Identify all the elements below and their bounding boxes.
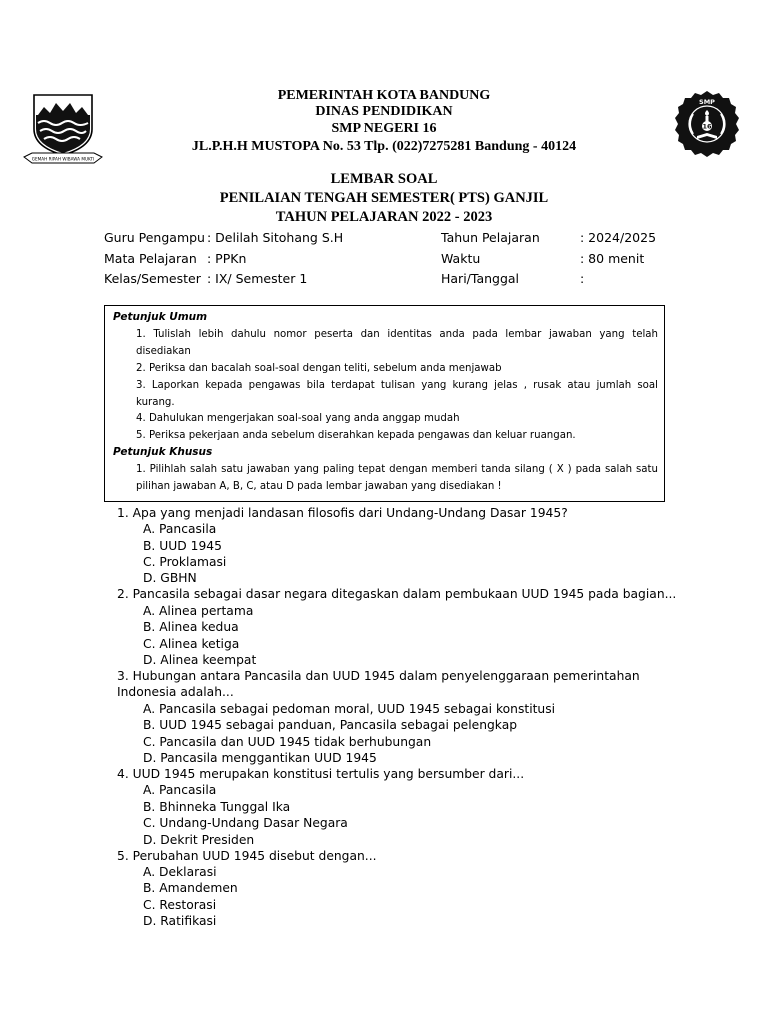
subject-label: Mata Pelajaran bbox=[104, 251, 197, 266]
general-instruction-5: 5. Periksa pekerjaan anda sebelum diserahkan kepada pengawas dan keluar ruangan. bbox=[136, 430, 576, 441]
specific-instructions-title: Petunjuk Khusus bbox=[113, 446, 213, 458]
question-4-option-a[interactable]: A. Pancasila bbox=[143, 783, 217, 797]
header-government: PEMERINTAH KOTA BANDUNG bbox=[277, 88, 491, 103]
class-value: : IX/ Semester 1 bbox=[207, 271, 308, 286]
header-department: DINAS PENDIDIKAN bbox=[315, 104, 453, 119]
year-value: : 2024/2025 bbox=[580, 230, 657, 245]
question-1-option-d[interactable]: D. GBHN bbox=[143, 571, 197, 585]
date-label: Hari/Tanggal bbox=[441, 271, 520, 286]
question-2-option-d[interactable]: D. Alinea keempat bbox=[143, 653, 257, 667]
exam-title: PENILAIAN TENGAH SEMESTER( PTS) GANJIL bbox=[219, 190, 549, 206]
header-address: JL.P.H.H MUSTOPA No. 53 Tlp. (022)7275281 Bandung - 40124 bbox=[191, 139, 577, 154]
question-5-option-b[interactable]: B. Amandemen bbox=[143, 881, 238, 895]
question-2-option-a[interactable]: A. Alinea pertama bbox=[143, 604, 254, 618]
general-instruction-1-line2: disediakan bbox=[136, 346, 191, 357]
question-1-option-c[interactable]: C. Proklamasi bbox=[143, 555, 227, 569]
general-instruction-1 bbox=[136, 326, 658, 360]
subject-value: : PPKn bbox=[207, 251, 247, 266]
question-5-option-d[interactable]: D. Ratifikasi bbox=[143, 914, 217, 928]
year-label: Tahun Pelajaran bbox=[441, 230, 540, 245]
header-school: SMP NEGERI 16 bbox=[331, 121, 437, 136]
date-value: : bbox=[580, 271, 585, 286]
general-instruction-3 bbox=[136, 377, 658, 411]
general-instructions-title: Petunjuk Umum bbox=[113, 311, 208, 323]
specific-instruction-1 bbox=[136, 461, 658, 495]
question-3: 3. Hubungan antara Pancasila dan UUD 1945 dalam penyelenggaraan pemerintahan bbox=[117, 669, 640, 683]
school-logo-number: 16 bbox=[702, 122, 712, 131]
time-label: Waktu bbox=[441, 251, 481, 266]
question-4-option-b[interactable]: B. Bhinneka Tunggal Ika bbox=[143, 800, 291, 814]
question-1: 1. Apa yang menjadi landasan filosofis dari Undang-Undang Dasar 1945? bbox=[117, 506, 568, 520]
question-3-continued: Indonesia adalah... bbox=[117, 685, 234, 699]
question-4-option-c[interactable]: C. Undang-Undang Dasar Negara bbox=[143, 816, 348, 830]
general-instruction-3-line2: kurang. bbox=[136, 397, 175, 408]
question-1-option-a[interactable]: A. Pancasila bbox=[143, 522, 217, 536]
class-label: Kelas/Semester bbox=[104, 271, 201, 286]
city-logo-motto: GEMAH RIPAH WIBAWA MUKTI bbox=[31, 156, 95, 162]
question-4-option-d[interactable]: D. Dekrit Presiden bbox=[143, 833, 255, 847]
question-2: 2. Pancasila sebagai dasar negara ditegaskan dalam pembukaan UUD 1945 pada bagian... bbox=[117, 587, 677, 601]
instructions-box bbox=[104, 305, 665, 502]
teacher-label: Guru Pengampu bbox=[104, 230, 205, 245]
question-5: 5. Perubahan UUD 1945 disebut dengan... bbox=[117, 849, 377, 863]
time-value: : 80 menit bbox=[580, 251, 645, 266]
general-instruction-2: 2. Periksa dan bacalah soal-soal dengan teliti, sebelum anda menjawab bbox=[136, 363, 502, 374]
question-1-option-b[interactable]: B. UUD 1945 bbox=[143, 539, 222, 553]
question-3-option-a[interactable]: A. Pancasila sebagai pedoman moral, UUD 1945 sebagai konstitusi bbox=[143, 702, 556, 716]
question-4: 4. UUD 1945 merupakan konstitusi tertulis yang bersumber dari... bbox=[117, 767, 525, 781]
teacher-value: : Delilah Sitohang S.H bbox=[207, 230, 344, 245]
sheet-title: LEMBAR SOAL bbox=[330, 171, 438, 187]
general-instruction-1-line1: 1. Tulislah lebih dahulu nomor peserta dan identitas anda pada lembar jawaban yang telah bbox=[136, 329, 658, 340]
question-3-option-d[interactable]: D. Pancasila menggantikan UUD 1945 bbox=[143, 751, 377, 765]
question-2-option-c[interactable]: C. Alinea ketiga bbox=[143, 637, 240, 651]
specific-instruction-1-line2: pilihan jawaban A, B, C, atau D pada lembar jawaban yang disediakan ! bbox=[136, 481, 502, 492]
academic-year-title: TAHUN PELAJARAN 2022 - 2023 bbox=[275, 209, 493, 225]
general-instruction-3-line1: 3. Laporkan kepada pengawas bila terdapat tulisan yang kurang jelas , rusak atau jumlah soal bbox=[136, 380, 658, 391]
question-3-option-b[interactable]: B. UUD 1945 sebagai panduan, Pancasila sebagai pelengkap bbox=[143, 718, 518, 732]
question-5-option-a[interactable]: A. Deklarasi bbox=[143, 865, 217, 879]
specific-instruction-1-line1: 1. Pilihlah salah satu jawaban yang paling tepat dengan memberi tanda silang ( X ) pada salah satu bbox=[136, 464, 658, 475]
question-3-option-c[interactable]: C. Pancasila dan UUD 1945 tidak berhubungan bbox=[143, 735, 432, 749]
question-5-option-c[interactable]: C. Restorasi bbox=[143, 898, 217, 912]
question-2-option-b[interactable]: B. Alinea kedua bbox=[143, 620, 239, 634]
general-instruction-4: 4. Dahulukan mengerjakan soal-soal yang anda anggap mudah bbox=[136, 413, 460, 424]
school-logo-text: SMP bbox=[699, 98, 715, 106]
